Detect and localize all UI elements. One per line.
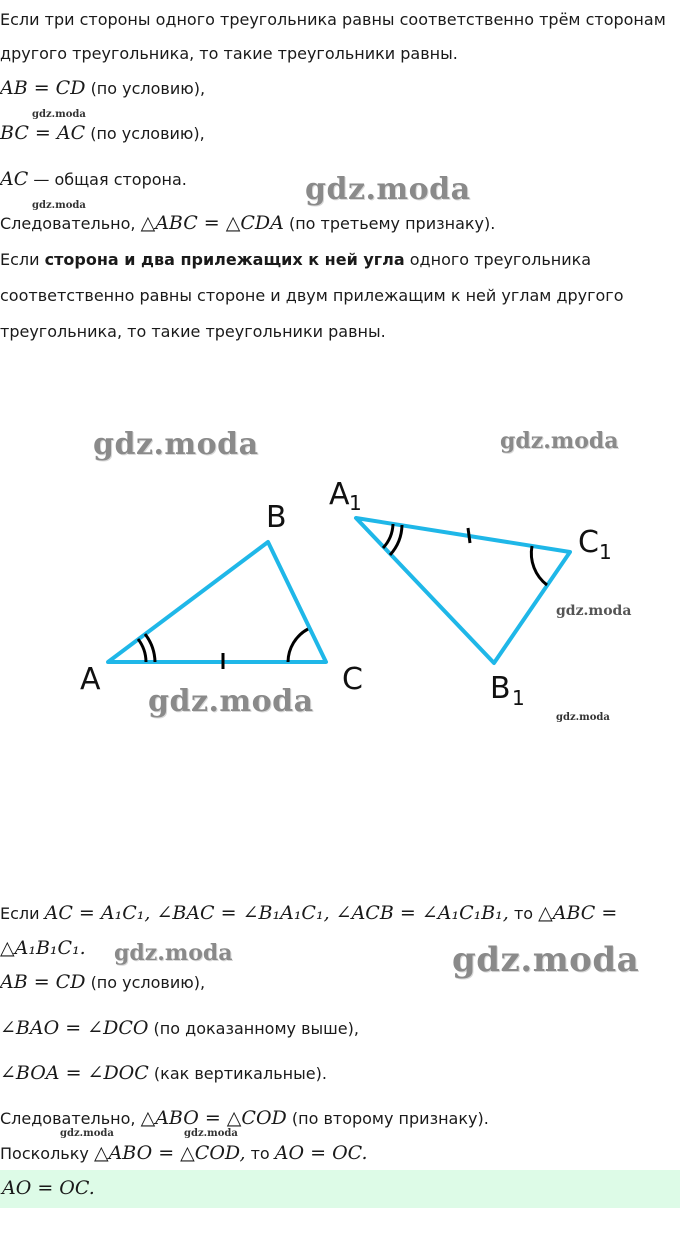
answer-math: AO = OC. — [2, 1177, 95, 1199]
connector: то — [250, 1144, 270, 1163]
watermark: gdz.moda — [93, 427, 259, 462]
math-expression: AO = OC. — [274, 1142, 368, 1164]
angle-c-arc — [288, 629, 308, 662]
math-expression: AC = A₁C₁, ∠BAC = ∠B₁A₁C₁, ∠ACB = ∠A₁C₁B₁, — [44, 902, 509, 924]
text-end: одного треугольника — [409, 250, 592, 269]
equation-line — [0, 78, 205, 99]
equation-line — [0, 213, 495, 234]
math-expression: AB = CD — [0, 971, 86, 993]
equation-line — [0, 972, 205, 993]
watermark: gdz.moda — [60, 1128, 114, 1139]
math-expression: △A₁B₁C₁. — [0, 937, 86, 959]
vertex-label-a1: A — [329, 477, 350, 512]
equation-line — [0, 169, 187, 190]
equation-line — [0, 1143, 368, 1164]
equation-line — [0, 1063, 327, 1084]
watermark: gdz.moda — [556, 603, 632, 619]
angle-c1-arc — [531, 546, 547, 585]
watermark: gdz.moda — [500, 428, 619, 454]
equation-line — [0, 903, 617, 924]
note: (по условию), — [90, 124, 205, 143]
watermark: gdz.moda — [184, 1128, 238, 1139]
text-line: Если три стороны одного треугольника равны соответственно трём сторонам — [0, 10, 666, 29]
note: (по второму признаку). — [291, 1109, 489, 1128]
equation-line — [0, 1018, 359, 1039]
angle-a-arc-inner — [138, 639, 146, 662]
math-expression: △ABC = — [538, 902, 618, 924]
math-expression: ∠BOA = ∠DOC — [0, 1062, 149, 1084]
vertex-label-a1-sub: 1 — [349, 491, 362, 515]
math-expression: △ABO = △COD, — [93, 1142, 246, 1164]
text-line: соответственно равны стороне и двум прилежащим к ней углам другого — [0, 286, 624, 305]
math-expression: △ABC = △CDA — [140, 212, 284, 234]
note: (по условию), — [90, 973, 206, 992]
prefix: Следовательно, — [0, 214, 136, 233]
text-line — [0, 250, 591, 270]
vertex-label-c: C — [342, 662, 363, 697]
angle-a1-arc-inner — [383, 524, 393, 548]
watermark: gdz.moda — [305, 172, 471, 207]
vertex-label-b1-sub: 1 — [512, 686, 525, 710]
prefix: Если — [0, 904, 40, 923]
watermark: gdz.moda — [32, 109, 86, 120]
equation-line — [0, 123, 205, 144]
text-start: Если — [0, 250, 40, 269]
math-expression: △ABO = △COD — [140, 1107, 287, 1129]
equation-line — [0, 938, 86, 959]
watermark: gdz.moda — [114, 940, 233, 966]
vertex-label-b: B — [266, 500, 287, 535]
note: (по третьему признаку). — [288, 214, 496, 233]
answer-box — [0, 1170, 680, 1208]
note: — общая сторона. — [33, 170, 187, 189]
math-expression: AC — [0, 168, 29, 190]
watermark: gdz.moda — [452, 940, 640, 980]
text-line: другого треугольника, то такие треугольники равны. — [0, 44, 458, 63]
math-expression: BC = AC — [0, 122, 86, 144]
prefix: Следовательно, — [0, 1109, 136, 1128]
vertex-label-c1-sub: 1 — [599, 540, 612, 564]
vertex-label-b1: B — [490, 671, 511, 706]
math-expression: AB = CD — [0, 77, 86, 99]
bold-phrase: сторона и два прилежащих к ней угла — [44, 250, 405, 269]
text-line: треугольника, то такие треугольники равны. — [0, 322, 386, 341]
equation-line — [0, 1108, 489, 1129]
math-expression: ∠BAO = ∠DCO — [0, 1017, 149, 1039]
connector: то — [513, 904, 534, 923]
note: (по доказанному выше), — [153, 1019, 359, 1038]
side-a1c1-tick — [468, 528, 470, 543]
prefix: Поскольку — [0, 1144, 89, 1163]
watermark: gdz.moda — [148, 684, 314, 719]
note: (как вертикальные). — [153, 1064, 327, 1083]
vertex-label-a: A — [80, 662, 101, 697]
vertex-label-c1: C — [578, 525, 599, 560]
note: (по условию), — [90, 79, 206, 98]
watermark: gdz.moda — [32, 200, 86, 211]
watermark: gdz.moda — [556, 712, 610, 723]
